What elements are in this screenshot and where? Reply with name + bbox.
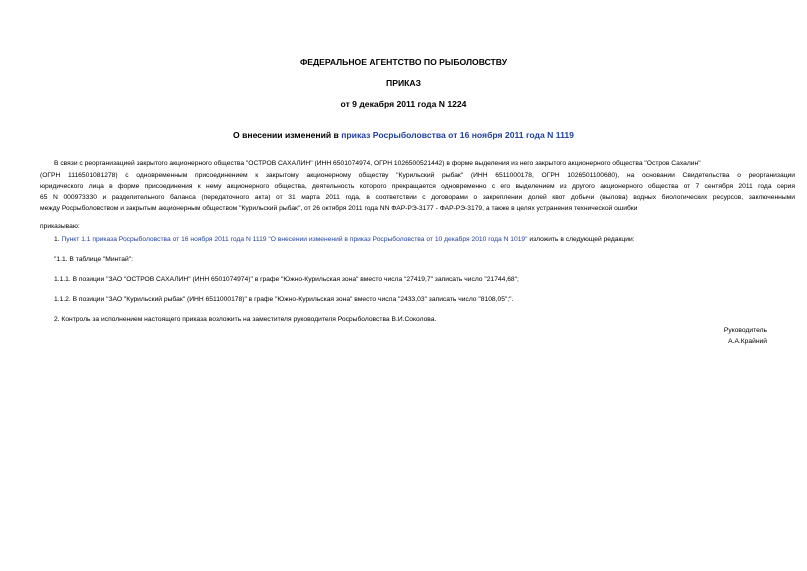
document-subject bbox=[0, 130, 807, 141]
signature-name: А.А.Крайний bbox=[728, 338, 767, 345]
preamble-line-1: В связи с реорганизацией закрытого акционерного общества "ОСТРОВ САХАЛИН" (ИНН 6501074974, ОГРН 1026500521442) в форме выделения из него закрытого акционерного общества "Остров Сахалин" bbox=[54, 160, 701, 167]
preamble-line-2: (ОГРН 1116501081278) с одновременным присоединением к закрытому акционерному обществу "Курильский рыбак" (ИНН 6511000178, ОГРН 1026501100680), на основании Свидетельства о реорганизации bbox=[40, 172, 795, 179]
item-1-suffix: изложить в следующей редакции: bbox=[527, 236, 635, 243]
item-1-number: 1. bbox=[54, 236, 62, 243]
orders-word: приказываю: bbox=[40, 223, 80, 230]
item-1-1: "1.1. В таблице "Минтай": bbox=[54, 256, 133, 263]
subject-link[interactable]: приказ Росрыболовства от 16 ноября 2011 года N 1119 bbox=[341, 130, 574, 140]
item-1-1-1: 1.1.1. В позиции "ЗАО "ОСТРОВ САХАЛИН" (ИНН 6501074974)" в графе "Южно-Курильская зона" вместо числа "27419,7" записать число "21744,68"; bbox=[54, 276, 519, 283]
agency-name: ФЕДЕРАЛЬНОЕ АГЕНТСТВО ПО РЫБОЛОВСТВУ bbox=[299, 57, 508, 67]
document-type: ПРИКАЗ bbox=[386, 78, 421, 88]
preamble-line-5: между Росрыболовством и закрытым акционерным обществом "Курильский рыбак", от 26 октября 2011 года NN ФАР-РЭ-3177 - ФАР-РЭ-3179, а также в целях устранения технической ошибки bbox=[40, 205, 638, 212]
document-date-number: от 9 декабря 2011 года N 1224 bbox=[340, 99, 467, 109]
item-1-link[interactable]: Пункт 1.1 приказа Росрыболовства от 16 ноября 2011 года N 1119 "О внесении изменений в приказ Росрыболовства от 10 декабря 2010 года N 1019" bbox=[61, 236, 528, 243]
item-1-1-2: 1.1.2. В позиции "ЗАО "Курильский рыбак" (ИНН 6511000178)" в графе "Южно-Курильская зона" вместо числа "2433,03" записать число "8108,05";". bbox=[54, 296, 514, 303]
preamble-line-4: 65 N 000973330 и разделительного баланса (передаточного акта) от 31 марта 2011 года, в соответствии с договорами о закреплении долей квот добычи (вылова) водных биологических ресурсов, заключенными bbox=[40, 194, 795, 201]
signature-title: Руководитель bbox=[723, 327, 767, 334]
subject-prefix: О внесении изменений в bbox=[233, 130, 342, 140]
item-2: 2. Контроль за исполнением настоящего приказа возложить на заместителя руководителя Росрыболовства В.И.Соколова. bbox=[54, 316, 437, 323]
item-1 bbox=[54, 236, 635, 245]
preamble-line-3: юридического лица в форме присоединения к нему акционерного общества, деятельность которого прекращается одновременно с его выделением из другого акционерного общества от 7 сентября 2011 года серия bbox=[40, 183, 795, 190]
